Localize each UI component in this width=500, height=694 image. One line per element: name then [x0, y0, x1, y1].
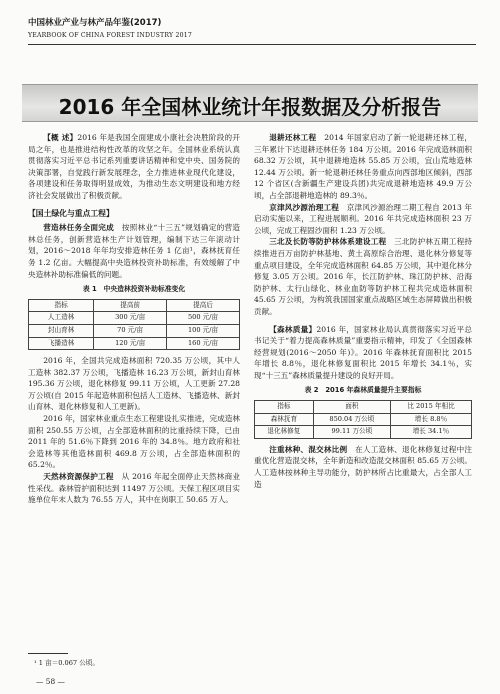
- table-row: [29, 312, 240, 325]
- mixed-forest-text: 在人工造林、退化林修复过程中注重优化营造混交林，全年新造和改造混交林面积 85.65 万公顷。人工造林按林种主导功能分，防护林所占比重最大，占全部人工造: [254, 444, 473, 489]
- overview-label: 【概 述】: [43, 133, 78, 142]
- right-column: [254, 132, 472, 490]
- overview-text: 2016 年是我国全面建成小康社会决胜阶段的开局之年，也是推进结构性改革的攻坚之年。全国林业系统认真贯彻落实习近平总书记系列重要讲话精神和党中央、国务院的决策部署，自觉践行新发展理念，全力推进林业现代化建设，各项建设和任务取得明显成效，为推动生态文明建设和地方经济社会发展做出了积极贡献。: [28, 133, 240, 200]
- table2-header: 比 2015 年相比: [390, 401, 471, 414]
- shelterbelt-paragraph: [254, 236, 472, 317]
- subheading-sandstorm: 京津风沙源治理工程: [269, 202, 340, 212]
- overview-paragraph: [28, 132, 240, 202]
- sandstorm-text: 京津风沙源治理二期工程自 2013 年启动实施以来，工程进展顺利。2016 年共完成造林面积 23 万公顷，完成工程固沙面积 1.23 万公顷。: [254, 202, 473, 235]
- table1-header: 指标: [29, 299, 94, 312]
- table-cell: 99.11 万公顷: [313, 426, 390, 439]
- afforestation-text: 按照林业“十三五”规划确定的营造林总任务，创新营造林生产计划管理，编制下达三年滚动计划，2016～2018 年年均安排造林任务 1 亿亩¹，森林抚育任务 1.2 亿亩。大幅提高中央造林投资补助标准，有效缓解了中央造林补助标准偏低的问题。: [28, 223, 241, 279]
- section-heading-greening: 【国土绿化与重点工程】: [28, 208, 114, 218]
- subheading-afforestation: 营造林任务全面完成: [43, 223, 114, 233]
- section-heading-quality: 【森林质量】: [269, 324, 317, 334]
- table-cell: 500 元/亩: [167, 312, 240, 325]
- table1-header: 提高后: [167, 299, 240, 312]
- article-title: 2016 年全国林业统计年报数据及分析报告: [58, 95, 442, 119]
- table2: [254, 400, 472, 439]
- footnote: ¹ 1 亩＝0.067 公顷。: [34, 659, 99, 667]
- table-cell: 退化林修复: [255, 426, 314, 439]
- natural-forest-text: 从 2016 年起全面停止天然林商业性采伐。森林管护面积达到 11497 万公顷。天保工程区项目实施单位年末人数为 76.55 万人，其中在岗职工 50.65 万人。: [28, 472, 241, 505]
- title-banner: [22, 84, 478, 122]
- natural-forest-paragraph: [28, 471, 240, 506]
- table-row: [29, 324, 240, 337]
- footnote-rule: [28, 653, 68, 654]
- table-cell: 封山育林: [29, 324, 94, 337]
- afforestation-area-paragraph: 2016 年，全国共完成造林面积 720.35 万公顷，其中人工造林 382.37 万公顷，飞播造林 16.23 万公顷，新封山育林 195.36 万公顷，退化林修复 99.11 万公顷，人工更新 27.28 万公顷(自 2015 年起造林面积包括人工造林、飞播造林、新封山育林、退化林修复和人工更新)。: [28, 356, 240, 412]
- grain-for-green-text: 2014 年国家启动了新一轮退耕还林工程，三年累计下达退耕还林任务 184 万公顷。2016 年完成造林面积 68.32 万公顷，其中退耕地造林 55.85 万公顷，宜山荒地造林 12.44 万公顷。新一轮退耕还林任务重点向西部地区倾斜，西部 12 个省区(含新疆生产建设兵团)共完成退耕地造林 49.9 万公顷，占全部退耕地造林的 89.3％。: [254, 133, 472, 200]
- subheading-natural-forest: 天然林资源保护工程: [43, 472, 114, 482]
- table2-header: 面积: [313, 401, 390, 414]
- table1-caption: 表 1 中央造林投资补助标准变化: [82, 285, 186, 294]
- table-cell: 70 元/亩: [94, 324, 167, 337]
- subheading-shelterbelt: 三北及长防等防护林体系建设工程: [269, 237, 387, 247]
- running-header-en: YEARBOOK OF CHINA FOREST INDUSTRY 2017: [28, 32, 193, 39]
- table-row: [255, 413, 472, 426]
- sandstorm-paragraph: [254, 202, 472, 237]
- table-cell: 增长 34.1％: [390, 426, 471, 439]
- table2-caption: 表 2 2016 年森林质量提升主要指标: [304, 386, 422, 395]
- forest-quality-text: 2016 年，国家林业局认真贯彻落实习近平总书记关于“着力提高森林质量”重要指示精神，印发了《全国森林经营规划(2016～2050 年)》。2016 年森林抚育面积比 2015 年增长 8.8％，退化林修复面积比 2015 年增长 34.1％，实现“十三五”森林质量提升建设的良好开局。: [254, 324, 472, 380]
- running-header-cn: 中国林业产业与林产品年鉴(2017): [28, 18, 162, 28]
- mixed-forest-paragraph: [254, 444, 472, 490]
- table-row: [29, 337, 240, 350]
- table-cell: 100 元/亩: [167, 324, 240, 337]
- table-row: [255, 426, 472, 439]
- forest-quality-paragraph: [254, 324, 472, 382]
- table-cell: 人工造林: [29, 312, 94, 325]
- table-cell: 增长 8.8％: [390, 413, 471, 426]
- left-column: [28, 132, 240, 506]
- table-cell: 850.04 万公顷: [313, 413, 390, 426]
- table1-header: 提高前: [94, 299, 167, 312]
- subheading-grain-for-green: 退耕还林工程: [269, 133, 317, 142]
- table-cell: 300 元/亩: [94, 312, 167, 325]
- afforestation-paragraph: [28, 222, 240, 280]
- shelterbelt-text: 三北防护林五期工程持续推进百万亩防护林基地、黄土高原综合治理、退化林分修复等重点项目建设，全年完成造林面积 64.85 万公顷，其中退化林分修复 3.05 万公顷。2016 年，长江防护林、珠江防护林、沿海防护林、太行山绿化、林业血防等防护林工程共完成造林面积 45.65 万公顷，为构筑我国国家重点战略区域生态屏障做出积极贡献。: [254, 237, 473, 316]
- header-rule: [28, 44, 476, 45]
- table-cell: 120 元/亩: [94, 337, 167, 350]
- grain-for-green-paragraph: [254, 132, 472, 202]
- table1: [28, 299, 240, 350]
- table2-header: 指标: [255, 401, 314, 414]
- key-projects-paragraph: 2016 年，国家林业重点生态工程建设扎实推进，完成造林面积 250.55 万公顷，占全部造林面积的比重持续下降，已由 2011 年的 51.6％下降到 2016 年的 34.8％。地方政府和社会造林等其他造林面积 469.8 万公顷，占全部造林面积的 65.2％。: [28, 414, 240, 470]
- table-cell: 飞播造林: [29, 337, 94, 350]
- table-cell: 森林抚育: [255, 413, 314, 426]
- page-number: — 58 —: [36, 677, 65, 686]
- subheading-mixed-forest: 注重林种、混交林比例: [269, 444, 348, 454]
- table-cell: 160 元/亩: [167, 337, 240, 350]
